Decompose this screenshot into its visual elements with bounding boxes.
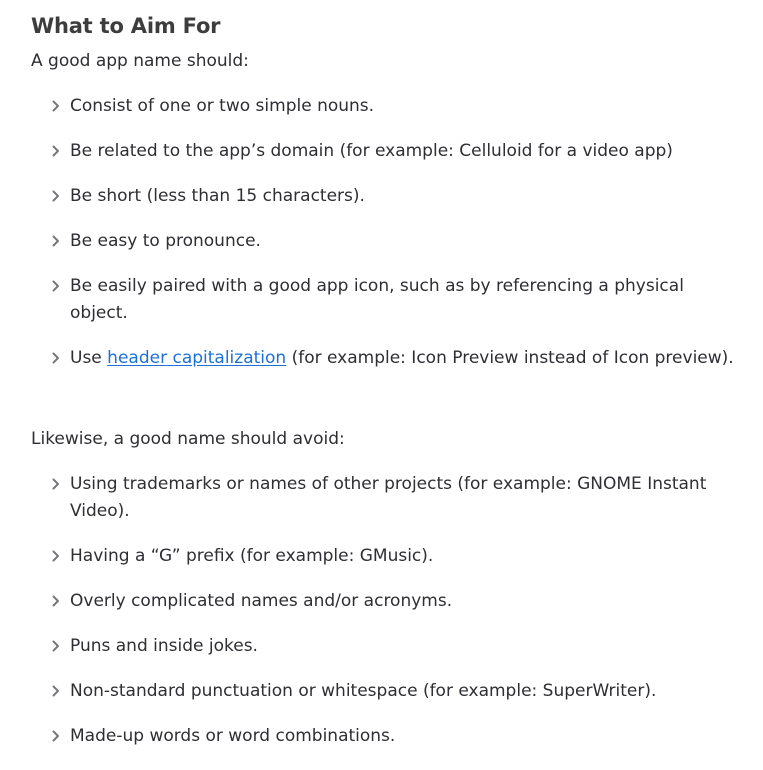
list-item bbox=[31, 543, 731, 570]
list-item-text: Be easily paired with a good app icon, such as by referencing a physical object. bbox=[70, 276, 684, 323]
list-item bbox=[31, 345, 734, 372]
list-item bbox=[31, 678, 731, 705]
chevron-right-icon bbox=[51, 351, 61, 365]
list-item-text bbox=[70, 345, 734, 372]
list-item-prefix: Use bbox=[70, 348, 102, 368]
list-item bbox=[31, 93, 731, 120]
list-item bbox=[31, 228, 731, 255]
aim-intro: A good app name should: bbox=[31, 51, 249, 71]
list-item-text: Made-up words or word combinations. bbox=[70, 726, 396, 746]
chevron-right-icon bbox=[51, 234, 61, 248]
chevron-right-icon bbox=[51, 99, 61, 113]
list-item-suffix: (for example: Icon Preview instead of Icon preview). bbox=[291, 348, 734, 368]
avoid-intro: Likewise, a good name should avoid: bbox=[31, 429, 345, 449]
list-item bbox=[31, 138, 731, 165]
list-item bbox=[31, 471, 731, 525]
list-item bbox=[31, 183, 731, 210]
chevron-right-icon bbox=[51, 594, 61, 608]
list-item bbox=[31, 633, 731, 660]
list-item-text: Be short (less than 15 characters). bbox=[70, 186, 365, 206]
header-capitalization-link[interactable]: header capitalization bbox=[107, 348, 287, 368]
list-item-text: Having a “G” prefix (for example: GMusic). bbox=[70, 546, 434, 566]
list-item-text: Non-standard punctuation or whitespace (for example: SuperWriter). bbox=[70, 681, 657, 701]
list-item-text: Consist of one or two simple nouns. bbox=[70, 96, 375, 116]
chevron-right-icon bbox=[51, 279, 61, 293]
chevron-right-icon bbox=[51, 549, 61, 563]
list-item-text: Using trademarks or names of other projects (for example: GNOME Instant Video). bbox=[70, 474, 707, 521]
list-item bbox=[31, 588, 731, 615]
chevron-right-icon bbox=[51, 477, 61, 491]
chevron-right-icon bbox=[51, 729, 61, 743]
chevron-right-icon bbox=[51, 189, 61, 203]
list-item bbox=[31, 273, 731, 327]
list-item bbox=[31, 723, 731, 750]
list-item-text: Be easy to pronounce. bbox=[70, 231, 261, 251]
chevron-right-icon bbox=[51, 684, 61, 698]
chevron-right-icon bbox=[51, 639, 61, 653]
section-heading: What to Aim For bbox=[31, 14, 221, 38]
list-item-text: Be related to the app’s domain (for example: Celluloid for a video app) bbox=[70, 141, 673, 161]
list-item-text: Overly complicated names and/or acronyms. bbox=[70, 591, 453, 611]
list-item-text: Puns and inside jokes. bbox=[70, 636, 258, 656]
chevron-right-icon bbox=[51, 144, 61, 158]
